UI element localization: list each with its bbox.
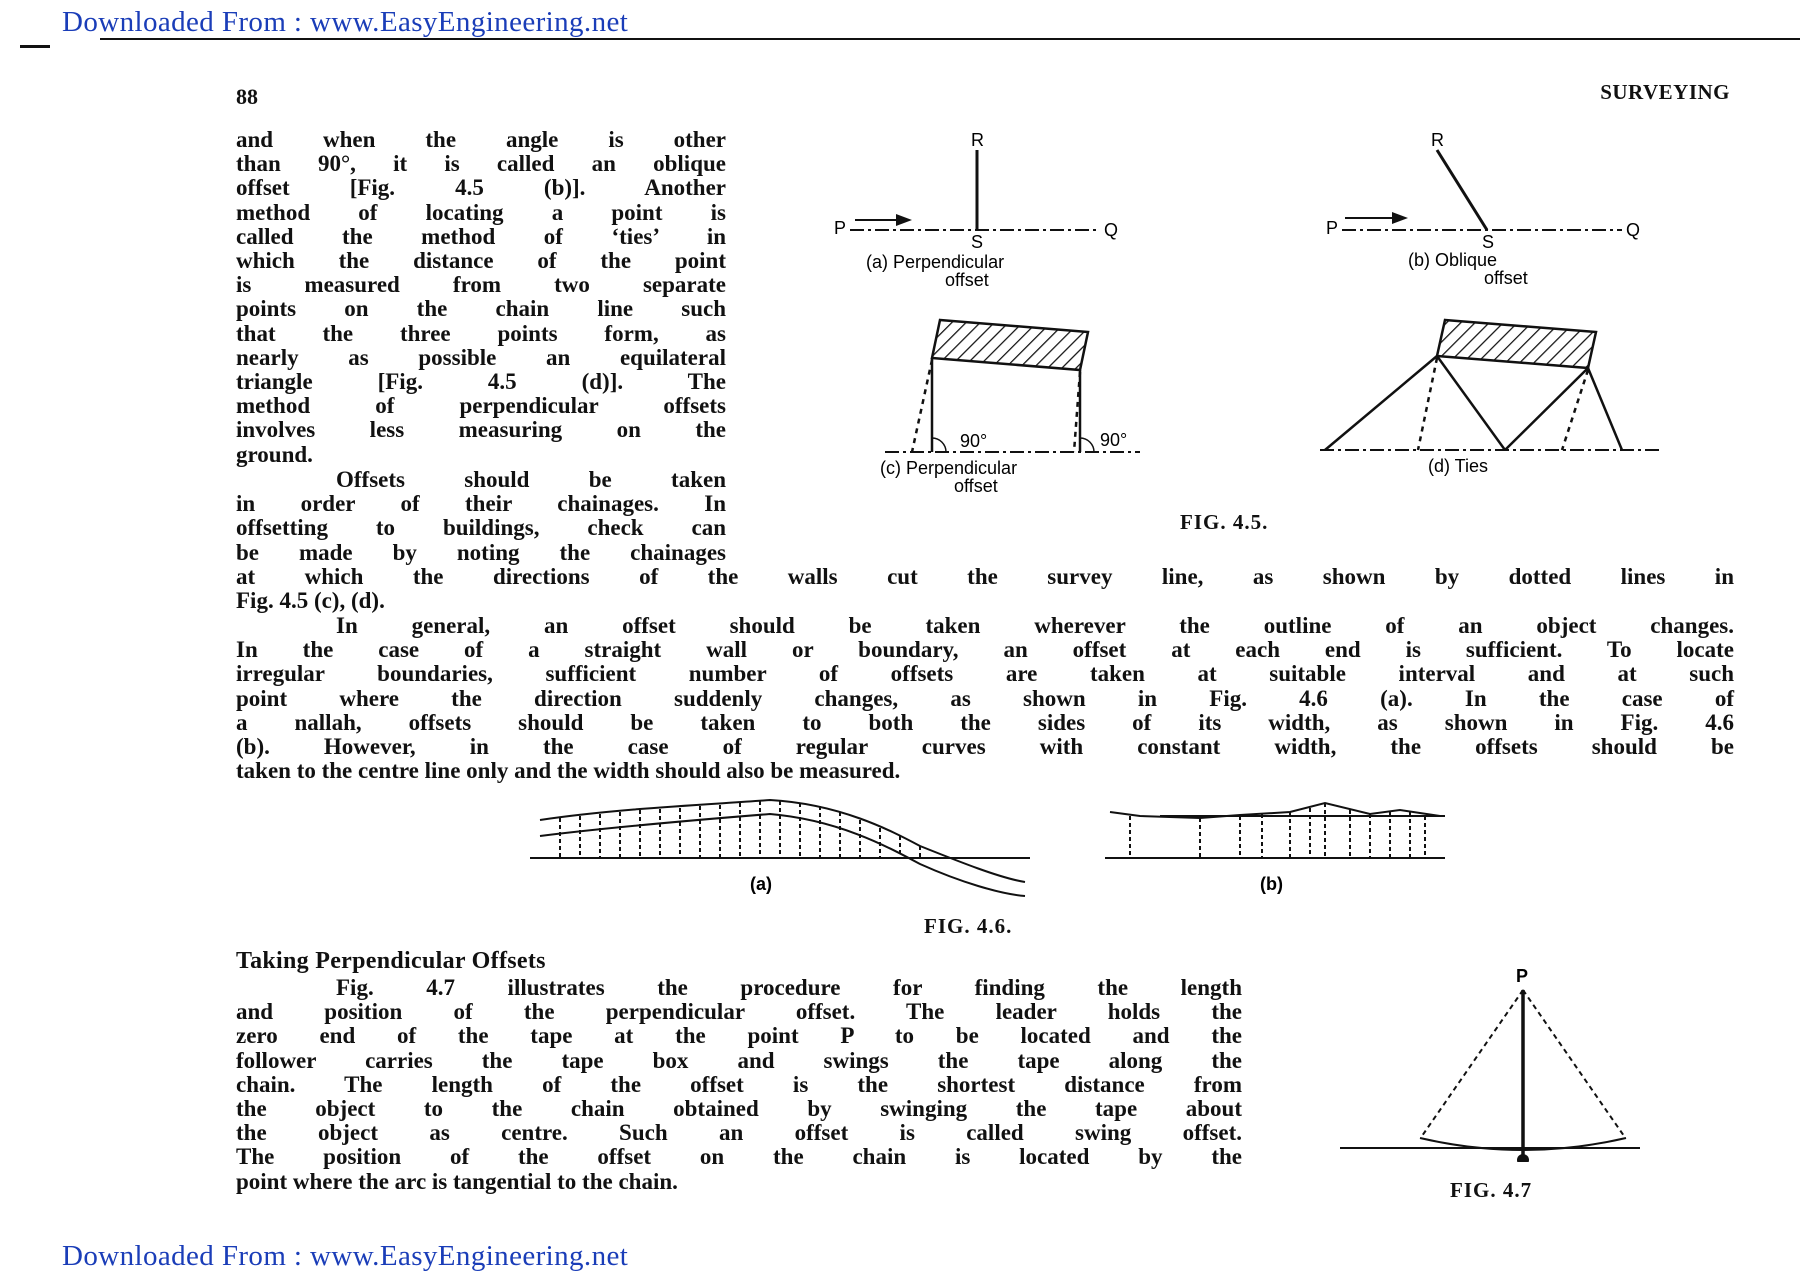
direction-arrow-icon [1392,212,1408,224]
text-line: called the method of ‘ties’ in [236,223,726,249]
text-line: nearly as possible an equilateral [236,344,726,370]
text-line: offset [Fig. 4.5 (b)]. Another [236,175,726,201]
download-footer-link[interactable]: Downloaded From : www.EasyEngineering.net [62,1240,629,1272]
text-line: In the case of a straight wall or boundary, an offset at each end is sufficient. To locate [236,637,1734,663]
label-p: P [834,218,847,238]
figure-4-6 [520,790,1480,900]
text-line: and when the angle is other [236,127,726,152]
text-line: method of locating a point is [236,199,726,225]
label-s: S [1482,232,1495,252]
text-line: offsetting to buildings, check can [236,515,726,541]
fig-4-6a-irregular-boundary [530,800,1030,896]
text-line: at which the directions of the walls cut the survey line, as shown by dotted lines in [236,564,1734,589]
fig-4-6b-nallah [1105,803,1445,894]
fig-4-6b-label: (b) [1260,874,1283,894]
text-line: Offsets should be taken [336,467,726,492]
caption-a-line1: (a) Perpendicular [866,252,1005,272]
paragraph-3 [236,614,1734,783]
caption-c-line1: (c) Perpendicular [880,458,1018,478]
text-line: follower carries the tape box and swings the tape along the [236,1047,1242,1073]
text-line: and position of the perpendicular offset. The leader holds the [236,999,1242,1025]
header-rule [100,38,1800,40]
paragraph-2-continued [236,565,1734,613]
text-line: a nallah, offsets should be taken to both the sides of its width, as shown in Fig. 4.6 [236,709,1734,735]
paragraph-2 [236,468,726,565]
fig-4-5b-oblique-offset [1326,130,1640,288]
text-line: the object to the chain obtained by swinging the tape about [236,1096,1242,1122]
page-number: 88 [236,84,258,109]
fig-4-7-caption: FIG. 4.7 [1450,1178,1533,1202]
fig-4-6a-label: (a) [750,874,772,894]
running-title: SURVEYING [1600,80,1730,104]
label-p: P [1516,966,1529,986]
fig-4-5c-perpendicular-offset [880,320,1140,496]
text-line: irregular boundaries, sufficient number of offsets are taken at suitable interval and at such [236,661,1734,687]
angle-label: 90° [1100,430,1128,450]
text-line: is measured from two separate [236,272,726,298]
text-line: (b). However, in the case of regular curves with constant width, the offsets should be [236,734,1734,760]
caption-b-line2: offset [1484,268,1528,288]
label-r: R [971,130,984,150]
text-line: in order of their chainages. In [236,491,726,517]
label-r: R [1431,130,1444,150]
download-header-link[interactable]: Downloaded From : www.EasyEngineering.net [62,6,629,38]
text-line: be made by noting the chainages [236,539,726,565]
text-line: taken to the centre line only and the width should also be measured. [236,758,901,784]
paragraph-4 [236,976,1242,1194]
text-line: chain. The length of the offset is the shortest distance from [236,1071,1242,1097]
direction-arrow-icon [896,214,912,226]
paragraph-1 [236,128,726,467]
text-line: involves less measuring on the [236,417,726,443]
figure-4-5 [800,120,1700,540]
caption-c-line2: offset [954,476,998,496]
text-line: ground. [236,441,313,467]
figure-4-7 [1340,962,1660,1162]
text-line: The position of the offset on the chain is located by the [236,1144,1242,1170]
label-q: Q [1104,220,1119,240]
caption-b-line1: (b) Oblique [1408,250,1498,270]
text-line: than 90°, it is called an oblique [236,151,726,177]
label-s: S [971,232,984,252]
caption-d: (d) Ties [1428,456,1489,476]
text-line: the object as centre. Such an offset is called swing offset. [236,1120,1242,1146]
angle-label: 90° [960,431,988,451]
text-line: In general, an offset should be taken wherever the outline of an object changes. [336,613,1734,638]
text-line: zero end of the tape at the point P to be located and the [236,1023,1242,1049]
building-outline [1437,320,1596,368]
text-line: which the distance of the point [236,248,726,274]
text-line: point where the arc is tangential to the chain. [236,1168,678,1194]
fig-4-5-caption: FIG. 4.5. [1180,510,1269,534]
chain-point-icon [1517,1154,1529,1162]
text-line: Fig. 4.5 (c), (d). [236,588,385,614]
text-line: that the three points form, as [236,320,726,346]
text-line: points on the chain line such [236,296,726,322]
label-q: Q [1626,220,1641,240]
fig-4-5d-ties [1320,320,1660,476]
text-line: Fig. 4.7 illustrates the procedure for finding the length [336,975,1242,1000]
text-line: point where the direction suddenly changes, as shown in Fig. 4.6 (a). In the case of [236,685,1734,711]
text-line: triangle [Fig. 4.5 (d)]. The [236,369,726,395]
margin-mark [20,45,50,48]
fig-4-5a-perpendicular-offset [834,130,1118,290]
caption-a-line2: offset [945,270,989,290]
text-line: method of perpendicular offsets [236,393,726,419]
building-outline [932,320,1088,370]
label-p: P [1326,218,1339,238]
fig-4-6-caption: FIG. 4.6. [924,914,1013,938]
section-title: Taking Perpendicular Offsets [236,948,546,974]
